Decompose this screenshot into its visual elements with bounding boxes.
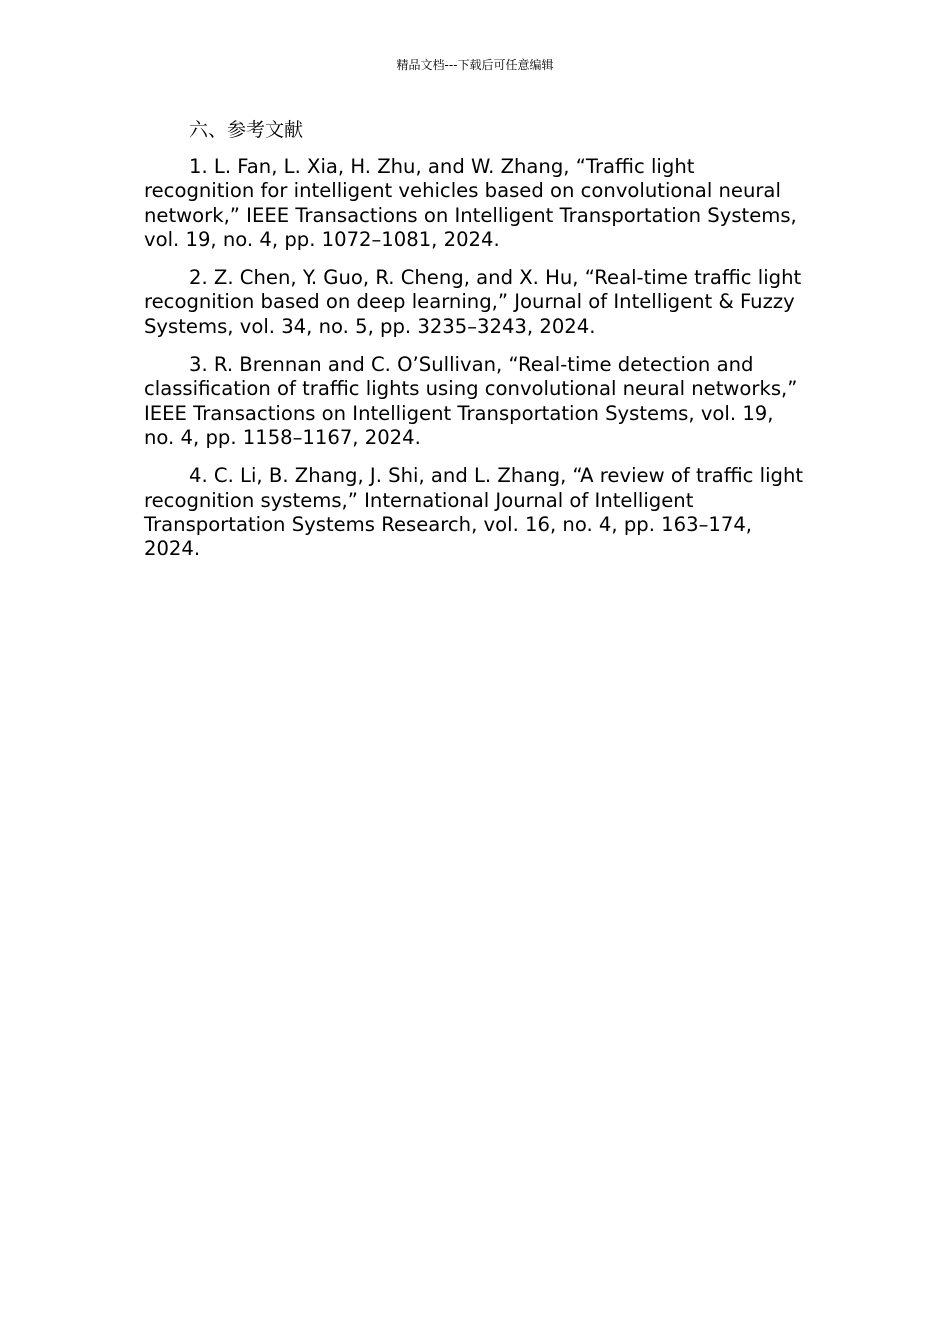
reference-list [144, 155, 806, 561]
page-header: 精品文档---下载后可任意编辑 [396, 58, 554, 72]
references-section [144, 117, 806, 575]
reference-item: 2. Z. Chen, Y. Guo, R. Cheng, and X. Hu, “Real-time traffic light recognition based on deep learning,” Journal of Intelligent & Fuzzy Systems, vol. 34, no. 5, pp. 3235–3243, 2024. [144, 266, 802, 338]
reference-item: 1. L. Fan, L. Xia, H. Zhu, and W. Zhang, “Traffic light recognition for intelligent vehicles based on convolutional neural network,” IEEE Transactions on Intelligent Transportation Systems, vol. 19, no. 4, pp. 1072–1081, 2024. [144, 155, 797, 251]
reference-item: 4. C. Li, B. Zhang, J. Shi, and L. Zhang, “A review of traffic light recognition systems,” International Journal of Intelligent Transportation Systems Research, vol. 16, no. 4, pp. 163–174, 2024. [144, 464, 804, 561]
reference-item: 3. R. Brennan and C. O’Sullivan, “Real-time detection and classification of traffic lights using convolutional neural networks,” IEEE Transactions on Intelligent Transportation Systems, vol. 19, no. 4, pp. 1158–1167, 2024. [144, 353, 798, 449]
section-heading: 六、参考文献 [189, 119, 304, 141]
